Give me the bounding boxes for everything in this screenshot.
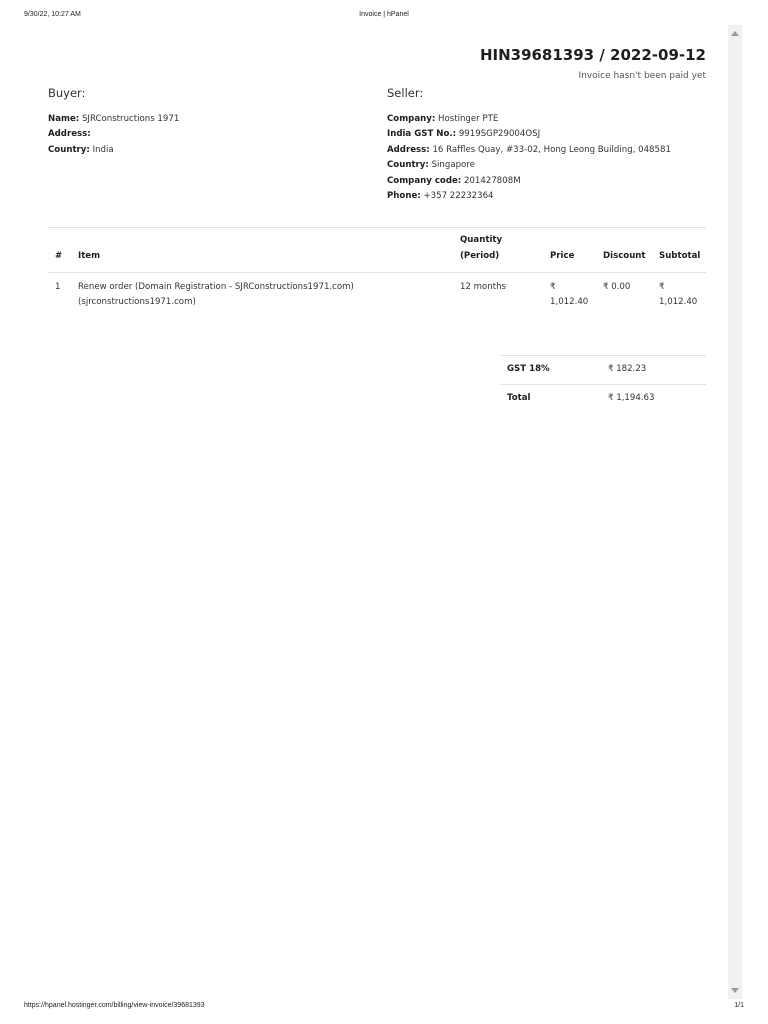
print-header [24, 11, 744, 23]
column-header-item: Item [78, 251, 101, 261]
row-price-currency: ₹ [550, 282, 556, 292]
print-datetime: 9/30/22, 10:27 AM [24, 11, 81, 18]
seller-country-label: Country: [387, 160, 429, 171]
buyer-country-row [48, 143, 179, 158]
column-header-quantity: Quantity [460, 235, 503, 245]
print-page-number: 1/1 [734, 1002, 744, 1009]
seller-gst: 9919SGP29004OSJ [458, 129, 541, 140]
seller-heading: Seller: [387, 86, 424, 100]
buyer-heading: Buyer: [48, 86, 86, 100]
seller-gst-row [387, 127, 671, 142]
seller-country: Singapore [431, 160, 475, 171]
column-header-price: Price [550, 251, 575, 261]
seller-section [387, 86, 671, 204]
scroll-down-arrow-icon[interactable] [731, 988, 739, 993]
seller-country-row [387, 158, 671, 173]
seller-gst-label: India GST No.: [387, 129, 457, 140]
buyer-address-row [48, 127, 179, 142]
seller-phone-row [387, 189, 671, 204]
seller-address: 16 Raffles Quay, #33-02, Hong Leong Building, 048581 [432, 144, 671, 155]
buyer-section [48, 86, 179, 158]
row-price-amount: 1,012.40 [550, 297, 589, 307]
print-url: https://hpanel.hostinger.com/billing/view-invoice/39681393 [24, 1002, 205, 1009]
seller-phone-label: Phone: [387, 191, 421, 202]
column-header-period: (Period) [460, 251, 500, 261]
row-item-domain: (sjrconstructions1971.com) [78, 297, 196, 307]
buyer-address-label: Address: [48, 129, 91, 140]
seller-company-label: Company: [387, 114, 436, 124]
row-quantity: 12 months [460, 282, 507, 292]
column-header-subtotal: Subtotal [659, 251, 701, 261]
invoice-payment-status: Invoice hasn't been paid yet [578, 71, 706, 81]
vertical-scrollbar[interactable] [728, 25, 742, 999]
gst-row [500, 356, 706, 385]
row-subtotal-currency: ₹ [659, 282, 665, 292]
buyer-country: India [92, 144, 114, 155]
buyer-country-label: Country: [48, 144, 90, 155]
row-item-description: Renew order (Domain Registration - SJRConstructions1971.com) [78, 282, 354, 292]
column-header-discount: Discount [603, 251, 646, 261]
gst-label: GST 18% [507, 364, 550, 374]
print-page-title: Invoice | hPanel [359, 11, 409, 18]
total-value: ₹ 1,194.63 [608, 393, 655, 403]
invoice-totals [500, 355, 706, 413]
seller-address-label: Address: [387, 144, 430, 155]
seller-company-code-label: Company code: [387, 175, 462, 186]
table-row [48, 273, 706, 321]
buyer-name-label: Name: [48, 114, 80, 124]
invoice-items-table [48, 227, 706, 321]
seller-address-row [387, 143, 671, 158]
total-row [500, 385, 706, 413]
row-discount: ₹ 0.00 [603, 282, 631, 292]
scroll-up-arrow-icon[interactable] [731, 31, 739, 36]
seller-company-code: 201427808M [463, 175, 521, 186]
row-number: 1 [55, 282, 61, 292]
seller-phone: +357 22232364 [423, 191, 494, 202]
seller-company-row [387, 112, 671, 127]
gst-value: ₹ 182.23 [608, 364, 647, 374]
column-header-number: # [55, 251, 63, 261]
table-header-row [48, 228, 706, 273]
total-label: Total [507, 393, 531, 403]
seller-company: Hostinger PTE [438, 114, 499, 124]
row-subtotal-amount: 1,012.40 [659, 297, 698, 307]
buyer-name: SJRConstructions 1971 [81, 114, 180, 124]
buyer-name-row [48, 112, 179, 127]
invoice-title: HIN39681393 / 2022-09-12 [479, 46, 706, 64]
print-footer [24, 1002, 744, 1014]
seller-company-code-row [387, 174, 671, 189]
